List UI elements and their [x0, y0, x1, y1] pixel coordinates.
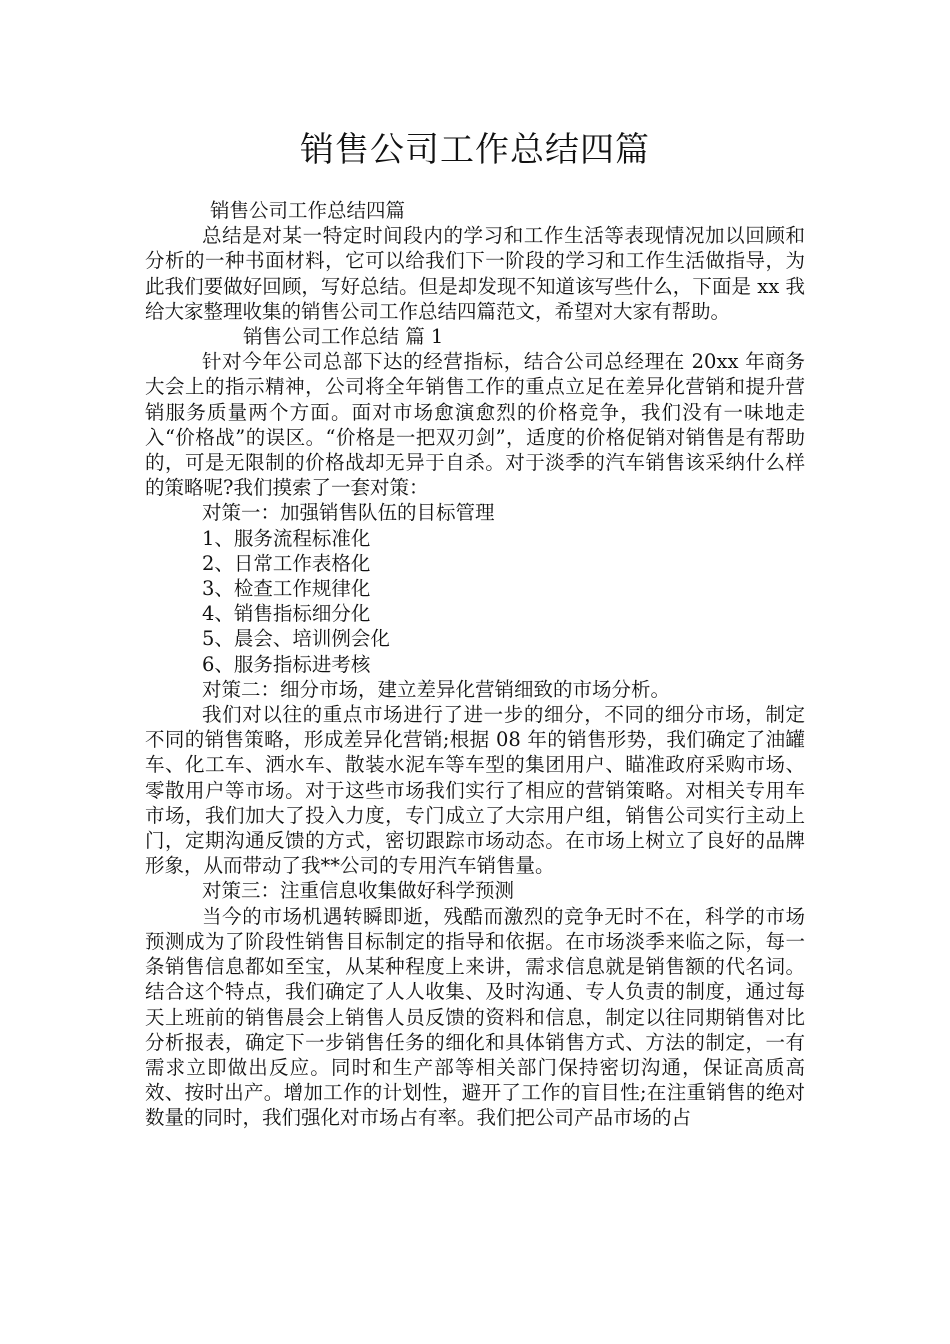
page-title: 销售公司工作总结四篇	[300, 130, 650, 170]
paragraph-2: 我们对以往的重点市场进行了进一步的细分，不同的细分市场，制定不同的销售策略，形成差异化营销;根据 08 年的销售形势，我们确定了油罐车、化工车、洒水车、散装水泥车等车型的集团用户、瞄准政府采购市场、零散用户等市场。对于这些市场我们实行了相应的营销策略。对相关专用车市场，我们加大了投入力度，专门成立了大宗用户组，销售公司实行主动上门，定期沟通反馈的方式，密切跟踪市场动态。在市场上树立了良好的品牌形象，从而带动了我**公司的专用汽车销售量。	[145, 703, 805, 878]
list-item: 5、晨会、培训例会化	[202, 627, 390, 651]
paragraph-1: 针对今年公司总部下达的经营指标，结合公司总经理在 20xx 年商务大会上的指示精神，公司将全年销售工作的重点立足在差异化营销和提升营销服务质量两个方面。面对市场愈演愈烈的价格竞争，我们没有一味地走入“价格战”的误区。“价格是一把双刃剑”，适度的价格促销对销售是有帮助的，可是无限制的价格战却无异于自杀。对于淡季的汽车销售该采纳什么样的策略呢?我们摸索了一套对策：	[145, 350, 805, 500]
list-item: 6、服务指标进考核	[202, 652, 371, 676]
list-item: 2、日常工作表格化	[202, 551, 371, 575]
strategy-heading-3: 对策三：注重信息收集做好科学预测	[202, 879, 515, 903]
strategy-heading-1: 对策一：加强销售队伍的目标管理	[202, 501, 495, 525]
document-subtitle: 销售公司工作总结四篇	[210, 199, 406, 222]
paragraph-3: 当今的市场机遇转瞬即逝，残酷而激烈的竞争无时不在，科学的市场预测成为了阶段性销售目标制定的指导和依据。在市场淡季来临之际，每一条销售信息都如至宝，从某种程度上来讲，需求信息就是销售额的代名词。结合这个特点，我们确定了人人收集、及时沟通、专人负责的制度，通过每天上班前的销售晨会上销售人员反馈的资料和信息，制定以往同期销售对比分析报表，确定下一步销售任务的细化和具体销售方式、方法的制定，一有需求立即做出反应。同时和生产部等相关部门保持密切沟通，保证高质高效、按时出产。增加工作的计划性，避开了工作的盲目性;在注重销售的绝对数量的同时，我们强化对市场占有率。我们把公司产品市场的占	[145, 904, 805, 1130]
document-body	[145, 198, 805, 1131]
list-item: 3、检查工作规律化	[202, 577, 371, 601]
list-item: 1、服务流程标准化	[202, 526, 371, 550]
intro-paragraph: 总结是对某一特定时间段内的学习和工作生活等表现情况加以回顾和分析的一种书面材料，它可以给我们下一阶段的学习和工作生活做指导，为此我们要做好回顾，写好总结。但是却发现不知道该写些什么，下面是 xx 我给大家整理收集的销售公司工作总结四篇范文，希望对大家有帮助。	[145, 224, 805, 323]
section-heading-1: 销售公司工作总结 篇 1	[243, 325, 444, 349]
strategy-heading-2: 对策二：细分市场，建立差异化营销细致的市场分析。	[202, 677, 671, 701]
list-item: 4、销售指标细分化	[202, 602, 371, 626]
